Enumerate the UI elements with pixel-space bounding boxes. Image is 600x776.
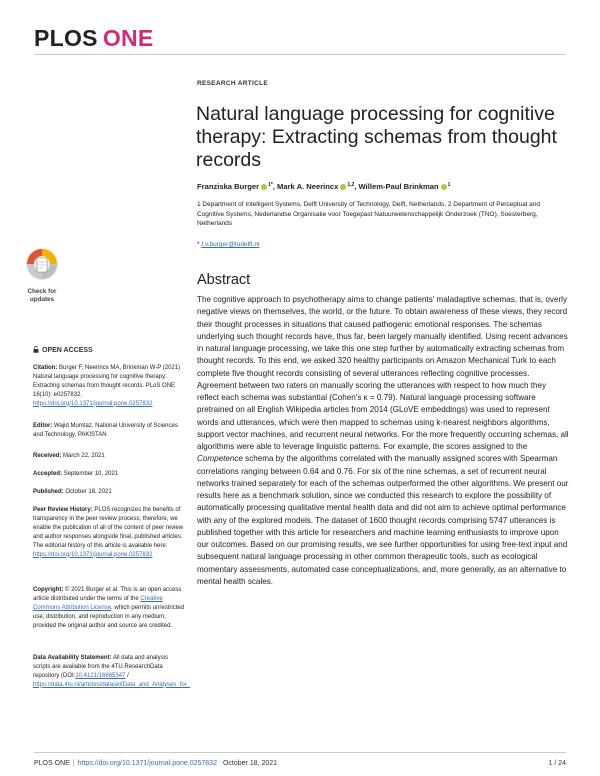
footer-divider [34, 752, 566, 753]
affiliations: 1 Department of Intelligent Systems, Delft University of Technology, Delft, Netherlands, 2 Department of Perceptual and Cognitive Systems, Nederlandse Organisatie voor Toegepast Natuurwetenschappelijk Onderzoek (TNO), Soesterberg, Netherlands [197, 201, 540, 228]
license-link[interactable]: Creative Commons Attribution License [33, 595, 163, 611]
received-block [33, 452, 185, 461]
peer-review-text: PLOS recognizes the benefits of transparency in the peer review process; therefore, we enable the publication of all of the content of peer review and author responses alongside final, published articles. The editorial history of this article is available here: [33, 507, 184, 549]
open-access-text: OPEN ACCESS [42, 347, 93, 354]
badge-line-1: Check for [27, 288, 57, 295]
orcid-icon[interactable] [340, 184, 346, 190]
abstract-heading: Abstract [197, 272, 251, 288]
published-date: October 18, 2021 [65, 489, 112, 495]
author-name[interactable]: Willem-Paul Brinkman [358, 182, 439, 191]
abstract-italic-term: Competence [197, 454, 243, 464]
data-availability-block [33, 654, 191, 690]
logo-plos: PLOS [34, 25, 98, 51]
article-type-label: RESEARCH ARTICLE [197, 80, 269, 87]
plos-one-logo [34, 25, 154, 52]
author-affiliation-sup: 1,2 [347, 182, 355, 188]
data-doi-link[interactable]: 10.4121/16685347 [75, 672, 126, 679]
author-name[interactable]: Mark A. Neerincx [277, 182, 339, 191]
peer-review-label: Peer Review History: [33, 507, 93, 513]
citation-label: Citation: [33, 365, 58, 371]
header-divider [34, 54, 566, 55]
page-number: 1 / 24 [548, 760, 566, 767]
copyright-label: Copyright: [33, 587, 64, 593]
logo-one: ONE [102, 25, 154, 51]
footer-date: October 18, 2021 [222, 760, 278, 767]
copyright-text: , which permits unrestricted use, distribution, and reproduction in any medium, provided the original author and source are credited. [33, 604, 185, 629]
page-footer: PLOS ONE | https://doi.org/10.1371/journal.pone.0257832 October 18, 2021 1 / 24 [34, 760, 566, 767]
peer-review-block [33, 506, 185, 559]
check-for-updates-badge[interactable] [16, 244, 68, 308]
corresponding-mark: * [197, 241, 200, 248]
open-access-label [33, 346, 93, 354]
copyright-text: © 2021 Burger et al. This is an open access article distributed under the terms of the [33, 587, 182, 602]
orcid-icon[interactable] [261, 184, 267, 190]
footer-doi-link[interactable]: https://doi.org/10.1371/journal.pone.0257832 [77, 760, 217, 767]
citation-block [33, 364, 185, 409]
article-title: Natural language processing for cognitive therapy: Extracting schemas from thought records [196, 103, 557, 171]
editor-text: Wajid Mumtaz, National University of Sciences and Technology, PAKISTAN [33, 423, 178, 438]
author-affiliation-sup: 1 [447, 182, 451, 188]
data-availability-text: All data and analysis scripts are available from the 4TU.ResearchData repository (DOI: [33, 655, 168, 679]
accepted-date: September 10, 2021 [63, 471, 119, 477]
data-availability-label: Data Availability Statement: [33, 655, 112, 661]
editor-block [33, 422, 185, 440]
data-availability-sep: / [125, 672, 129, 679]
accepted-block [33, 470, 185, 479]
data-url-link[interactable]: https://data.4tu.nl/articles/dataset/Data_and_Analyses_for_ [33, 681, 191, 688]
received-label: Received: [33, 453, 62, 459]
received-date: March 22, 2021 [63, 453, 105, 459]
accepted-label: Accepted: [33, 471, 63, 477]
author-list: Franziska Burger $^{1*}$, Mark A. Neerincx $^{1,2}$, Willem-Paul Brinkman $^1$ [197, 182, 451, 191]
check-for-updates-icon [26, 248, 58, 280]
citation-text: Burger F, Neerincx MA, Brinkman W-P (2021) Natural language processing for cognitive therapy: Extracting schemas from thought records. PLoS ONE 16(10): e0257832. [33, 365, 181, 398]
author-affiliation-sup: 1 [268, 182, 271, 188]
abstract-text [197, 294, 569, 588]
copyright-block [33, 586, 185, 631]
badge-line-2: updates [29, 296, 55, 303]
peer-review-link[interactable]: https://doi.org/10.1371/journal.pone.0257832 [33, 551, 153, 558]
corresponding-mark: * [270, 182, 273, 188]
author-name[interactable]: Franziska Burger [197, 182, 260, 191]
corresponding-author [197, 241, 260, 248]
published-label: Published: [33, 489, 64, 495]
editor-label: Editor: [33, 423, 53, 429]
citation-doi-link[interactable]: https://doi.org/10.1371/journal.pone.0257832 [33, 400, 153, 407]
orcid-icon[interactable] [441, 184, 447, 190]
open-lock-icon [33, 346, 39, 353]
corresponding-email-link[interactable]: f.v.burger@tudelft.nl [201, 241, 260, 248]
published-block [33, 488, 185, 497]
abstract-text-part: schema by the algorithms correlated with the manually assigned scores with Spearman correlations ranging between 0.64 and 0.76. For six of the nine schemas, a set of recurrent neural networks trained separately for each of the schemas outperformed the other algorithms. We present our results here as a benchmark solution, since we conducted this research to explore the possibility of automatically processing qualitative mental health data and did not aim to achieve optimal performance with any of the explored models. The dataset of 1600 thought records comprising 5747 utterances is published together with this article for researchers and machine learning enthusiasts to improve upon our outcomes. Based on our promising results, we see further opportunities for using free-text input and subsequent natural language processing in other common therapeutic tools, such as ecological momentary assessments, automated case conceptualizations, and, more generally, as an alternative to mental health scales. [197, 454, 569, 586]
footer-journal: PLOS ONE [34, 760, 70, 767]
abstract-text-part: The cognitive approach to psychotherapy aims to change patients' maladaptive schemas, that is, overly negative views on themselves, the world, or the future. To obtain awareness of these views, they record their thought processes in situations that caused pathogenic emotional responses. The schemas underlying such thought records have, thus far, been largely manually identified. Using recent advances in natural language processing, we take this one step further by automatically extracting schemas from thought records. To this end, we asked 320 healthy participants on Amazon Mechanical Turk to each complete five thought records consisting of several utterances reflecting cognitive processes. Agreement between two raters on manually scoring the utterances with respect to how much they reflect each schema was substantial (Cohen's κ = 0.79). Natural language processing software pretrained on all English Wikipedia articles from 2014 (GLoVE embeddings) was used to represent words and utterances, which were then mapped to schemas using k-nearest neighbors algorithms, support vector machines, and recurrent neural networks. For the more frequently occurring schemas, all algorithms were able to leverage linguistic patterns. For example, the scores assigned to the [197, 295, 569, 451]
